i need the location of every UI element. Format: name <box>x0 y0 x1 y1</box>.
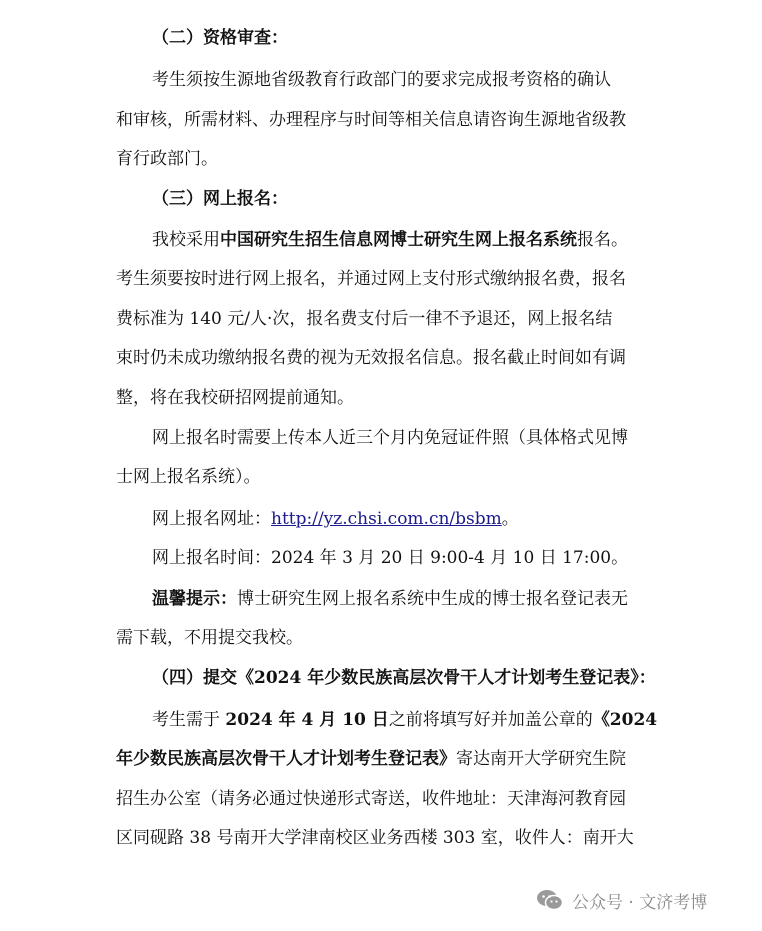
registration-time: 网上报名时间：2024 年 3 月 20 日 9:00-4 月 10 日 17:00。 <box>152 548 629 568</box>
paragraph-line <box>0 229 762 251</box>
paragraph-line: 费标准为 140 元/人·次，报名费支付后一律不予退还，网上报名结 <box>116 309 613 329</box>
paragraph-line <box>0 588 762 610</box>
section-heading-qualification: （二）资格审查： <box>152 28 288 48</box>
registration-system-name: 中国研究生招生信息网博士研究生网上报名系统 <box>220 230 577 250</box>
url-label: 网上报名网址： <box>152 509 271 529</box>
paragraph-line: 网上报名时需要上传本人近三个月内免冠证件照（具体格式见博 <box>152 428 628 448</box>
watermark-text: 公众号 · 文济考博 <box>572 892 708 913</box>
section-heading-submit-form: （四）提交《2024 年少数民族高层次骨干人才计划考生登记表》： <box>152 668 656 688</box>
paragraph-line: 区同砚路 38 号南开大学津南校区业务西楼 303 室，收件人：南开大 <box>116 828 634 848</box>
text-run: 考生需于 <box>152 710 226 730</box>
tip-label: 温馨提示： <box>152 589 237 609</box>
paragraph-line <box>0 508 762 530</box>
paragraph-line: 招生办公室（请务必通过快递形式寄送，收件地址：天津海河教育园 <box>116 789 626 809</box>
paragraph-line <box>0 748 762 770</box>
wechat-watermark <box>536 887 707 913</box>
wechat-icon <box>536 889 564 911</box>
text-run: 报名。 <box>577 230 628 250</box>
paragraph-line: 士网上报名系统）。 <box>116 467 261 487</box>
registration-url-link[interactable]: http://yz.chsi.com.cn/bsbm <box>271 509 502 529</box>
paragraph-line: 和审核，所需材料、办理程序与时间等相关信息请咨询生源地省级教 <box>116 110 626 130</box>
paragraph-line: 考生须按生源地省级教育行政部门的要求完成报考资格的确认 <box>152 70 611 90</box>
deadline-date: 2024 年 4 月 10 日 <box>225 710 389 730</box>
text-run: 之前将填写好并加盖公章的 <box>388 710 593 730</box>
tip-text: 博士研究生网上报名系统中生成的博士报名登记表无 <box>237 589 628 609</box>
text-run: 我校采用 <box>152 230 220 250</box>
form-title-part: 年少数民族高层次骨干人才计划考生登记表》 <box>116 749 456 769</box>
paragraph-line: 整，将在我校研招网提前通知。 <box>116 388 354 408</box>
paragraph-line: 考生须要按时进行网上报名，并通过网上支付形式缴纳报名费，报名 <box>116 269 626 289</box>
section-heading-online-registration: （三）网上报名： <box>152 189 288 209</box>
paragraph-line: 束时仍未成功缴纳报名费的视为无效报名信息。报名截止时间如有调 <box>116 348 626 368</box>
form-title-part: 《2024 <box>592 710 658 730</box>
paragraph-line <box>0 709 762 731</box>
text-run: 。 <box>501 509 519 529</box>
text-run: 寄达南开大学研究生院 <box>456 749 626 769</box>
paragraph-line: 需下载，不用提交我校。 <box>116 628 303 648</box>
paragraph-line: 育行政部门。 <box>116 149 218 169</box>
